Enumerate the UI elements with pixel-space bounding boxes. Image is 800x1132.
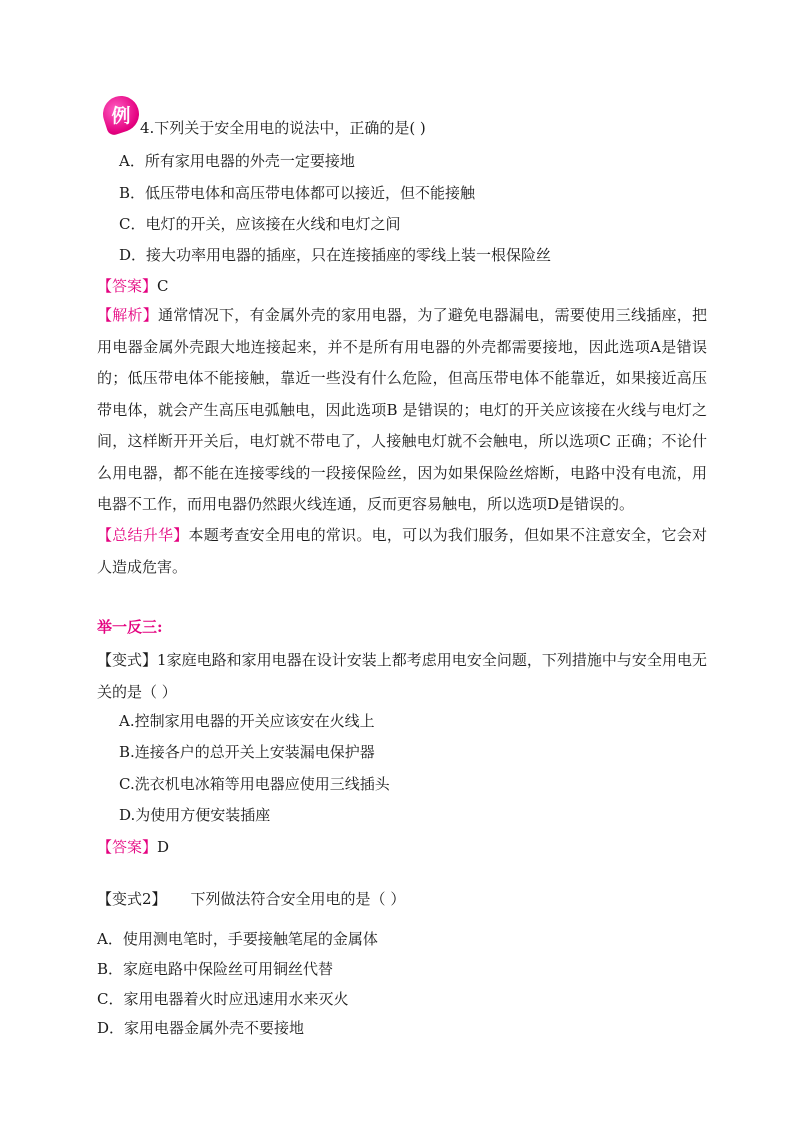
example-summary [97,520,707,583]
answer-value: C [157,277,169,295]
example-option-b: B．低压带电体和高压带电体都可以接近，但不能接触 [119,184,476,202]
variant2-option-a: A．使用测电笔时，手要接触笔尾的金属体 [97,930,378,948]
summary-tag: 【总结升华】 [97,526,189,544]
variant2-question [97,889,405,909]
example-analysis [97,300,707,521]
variant2-option-d: D．家用电器金属外壳不要接地 [97,1019,305,1037]
analysis-tag: 【解析】 [97,306,159,324]
variant1-option-a: A.控制家用电器的开关应该安在火线上 [119,712,375,730]
example-answer [97,276,169,296]
variant1-option-d: D.为使用方便安装插座 [119,806,271,824]
variant1-question-text: 1家庭电路和家用电器在设计安装上都考虑用电安全问题，下列措施中与安全用电无关的是（ ） [97,651,707,701]
summary-text: 本题考查安全用电的常识。电，可以为我们服务，但如果不注意安全，它会对人造成危害。 [97,526,707,576]
example-badge-icon: 例 [98,91,143,136]
analysis-text: 通常情况下，有金属外壳的家用电器，为了避免电器漏电，需要使用三线插座，把用电器金属外壳跟大地连接起来，并不是所有用电器的外壳都需要接地，因此选项A是错误的；低压带电体不能接触，靠近一些没有什么危险，但高压带电体不能靠近，如果接近高压带电体，就会产生高压电弧触电，因此选项B 是错误的；电灯的开关应该接在火线与电灯之间，这样断开开关后，电灯就不带电了，人接触电灯就不会触电，所以选项C 正确；不论什么用电器，都不能在连接零线的一段接保险丝，因为如果保险丝熔断，电路中没有电流，用电器不工作，而用电器仍然跟火线连通，反而更容易触电，所以选项D是错误的。 [97,306,707,513]
variant1-option-b: B.连接各户的总开关上安装漏电保护器 [119,743,375,761]
section-heading: 举一反三: [97,618,163,636]
answer-tag: 【答案】 [97,277,158,295]
variant1-answer [97,837,169,857]
variant2-question-text: 下列做法符合安全用电的是（ ） [190,890,406,908]
example-question: 4.下列关于安全用电的说法中，正确的是( ) [140,119,426,137]
variant1-answer-value: D [157,838,170,856]
example-option-d: D．接大功率用电器的插座，只在连接插座的零线上装一根保险丝 [119,246,552,264]
variant2-option-b: B．家庭电路中保险丝可用铜丝代替 [97,960,334,978]
variant1-answer-tag: 【答案】 [97,838,158,856]
variant2-option-c: C．家用电器着火时应迅速用水来灭火 [97,990,349,1008]
example-option-c: C．电灯的开关，应该接在火线和电灯之间 [119,215,401,233]
example-option-a: A．所有家用电器的外壳一定要接地 [119,152,355,170]
variant1-question [97,645,707,708]
variant1-option-c: C.洗衣机电冰箱等用电器应使用三线插头 [119,775,390,793]
variant1-tag: 【变式】 [97,651,158,669]
variant2-tag: 【变式2】 [97,890,167,908]
